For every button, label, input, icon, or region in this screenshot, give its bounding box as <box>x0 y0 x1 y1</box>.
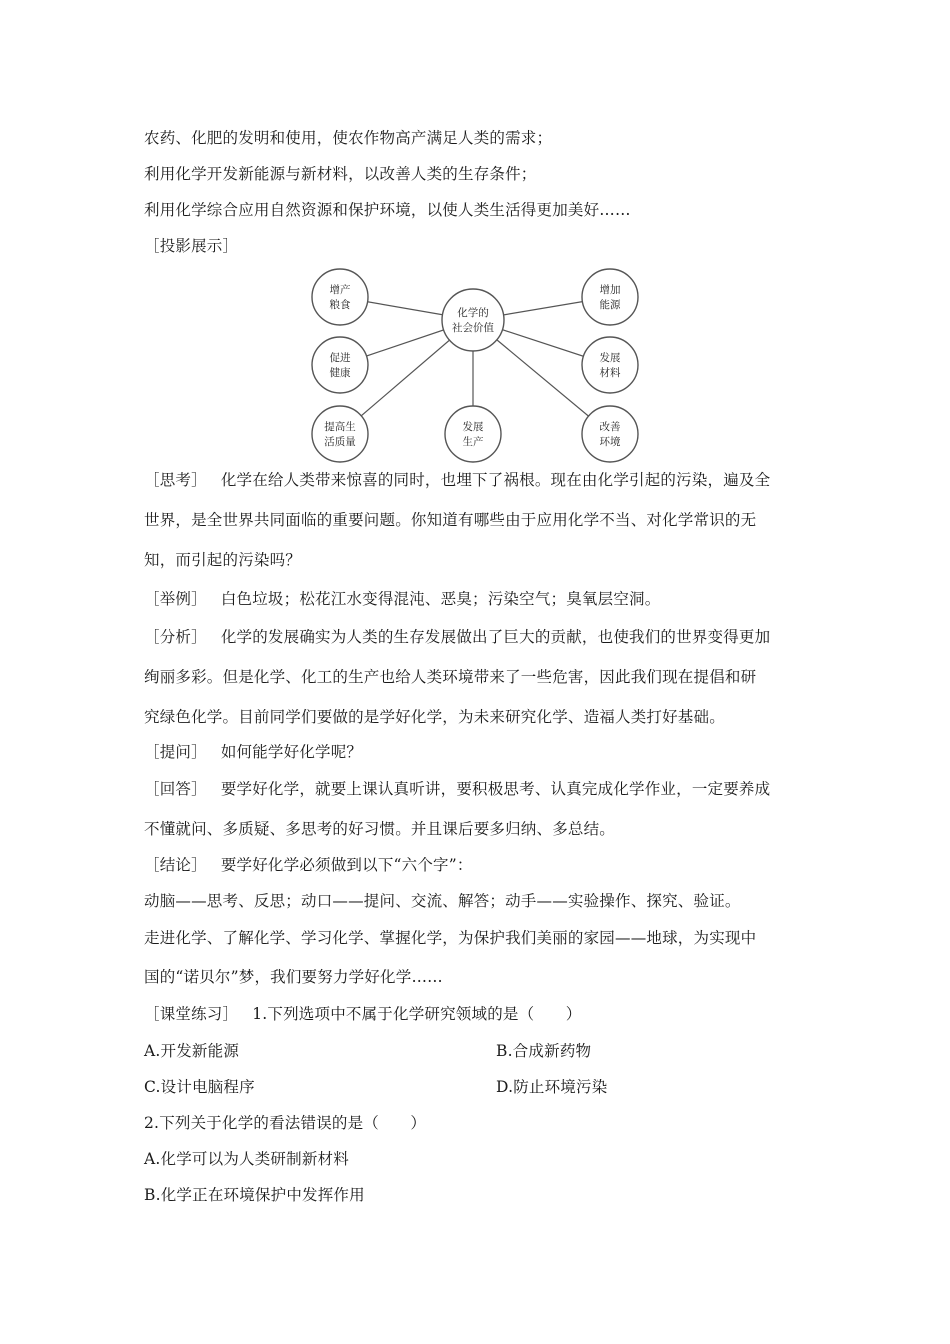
option-row <box>144 1041 808 1061</box>
answer-tag: ［回答］ <box>144 780 207 798</box>
analysis-text: 化学的发展确实为人类的生存发展做出了巨大的贡献，也使我们的世界变得更加 <box>220 628 771 646</box>
node-label: 能源 <box>599 299 621 311</box>
center-label: 化学的 <box>457 307 489 319</box>
projection-tag: ［投影展示］ <box>144 237 239 255</box>
question-text: 如何能学好化学呢？ <box>220 743 363 761</box>
think-tag: ［思考］ <box>144 471 207 489</box>
node-circle <box>312 269 368 325</box>
answer-text: 不懂就问、多质疑、多思考的好习惯。并且课后要多归纳、多总结。 <box>144 820 616 838</box>
intro-line: 利用化学开发新能源与新材料，以改善人类的生存条件； <box>144 165 537 183</box>
diagram-svg <box>300 262 650 468</box>
answer-text: 要学好化学，就要上课认真听讲，要积极思考、认真完成化学作业，一定要养成 <box>220 780 771 798</box>
think-text: 化学在给人类带来惊喜的同时，也埋下了祸根。现在由化学引起的污染，遍及全 <box>220 471 771 489</box>
exercise-question-2: 2.下列关于化学的看法错误的是（ ） <box>144 1114 427 1132</box>
option-a: A.化学可以为人类研制新材料 <box>144 1150 349 1168</box>
node-label: 发展 <box>462 421 484 433</box>
question-paragraph <box>144 742 808 762</box>
node-label: 环境 <box>599 436 621 448</box>
node-label: 粮食 <box>329 299 351 311</box>
node-label: 材料 <box>599 367 621 379</box>
option-b: B.化学正在环境保护中发挥作用 <box>144 1186 365 1204</box>
exercise-question-1 <box>144 1004 808 1024</box>
intro-line: 利用化学综合应用自然资源和保护环境，以使人类生活得更加美好…… <box>144 201 631 219</box>
node-circle <box>582 269 638 325</box>
option-row <box>144 1077 808 1097</box>
analysis-text: 究绿色化学。目前同学们要做的是学好化学，为未来研究化学、造福人类打好基础。 <box>144 708 725 726</box>
intro-line: 农药、化肥的发明和使用，使农作物高产满足人类的需求； <box>144 129 553 147</box>
node-label: 增产 <box>329 284 351 296</box>
node-label: 活质量 <box>324 436 356 448</box>
conclusion-detail: 动脑——思考、反思；动口——提问、交流、解答；动手——实验操作、探究、验证。 <box>144 892 741 910</box>
conclusion-tag: ［结论］ <box>144 856 207 874</box>
exercise-q1-text: 1.下列选项中不属于化学研究领域的是（ ） <box>252 1005 582 1023</box>
node-circle <box>445 406 501 462</box>
option-a: A.开发新能源 <box>144 1042 240 1060</box>
analysis-tag: ［分析］ <box>144 628 207 646</box>
think-paragraph-line <box>144 470 808 490</box>
node-label: 增加 <box>599 284 621 296</box>
node-circle <box>312 337 368 393</box>
node-circle <box>312 406 368 462</box>
node-label: 健康 <box>329 367 351 379</box>
example-tag: ［举例］ <box>144 590 207 608</box>
center-node <box>442 289 504 351</box>
analysis-paragraph-line <box>144 627 808 647</box>
exercise-tag: ［课堂练习］ <box>144 1005 239 1023</box>
node-label: 改善 <box>599 421 621 433</box>
node-label: 提高生 <box>324 421 356 433</box>
analysis-text: 绚丽多彩。但是化学、化工的生产也给人类环境带来了一些危害，因此我们现在提倡和研 <box>144 668 757 686</box>
conclusion-closing: 走进化学、了解化学、学习化学、掌握化学，为保护我们美丽的家园——地球，为实现中 <box>144 929 757 947</box>
option-b: B.合成新药物 <box>496 1042 592 1060</box>
conclusion-text: 要学好化学必须做到以下“六个字”： <box>220 856 473 874</box>
node-label: 发展 <box>599 352 621 364</box>
example-paragraph <box>144 589 808 609</box>
example-text: 白色垃圾；松花江水变得混沌、恶臭；污染空气；臭氧层空洞。 <box>220 590 661 608</box>
option-d: D.防止环境污染 <box>496 1078 608 1096</box>
think-text: 世界，是全世界共同面临的重要问题。你知道有哪些由于应用化学不当、对化学常识的无 <box>144 511 757 529</box>
node-circle <box>582 337 638 393</box>
option-c: C.设计电脑程序 <box>144 1078 255 1096</box>
node-label: 促进 <box>329 352 351 364</box>
conclusion-closing: 国的“诺贝尔”梦，我们要努力学好化学…… <box>144 968 443 986</box>
question-tag: ［提问］ <box>144 743 207 761</box>
think-text: 知，而引起的污染吗？ <box>144 551 302 569</box>
conclusion-paragraph <box>144 855 808 875</box>
center-label: 社会价值 <box>452 322 494 334</box>
node-circle <box>582 406 638 462</box>
social-value-diagram <box>300 262 650 468</box>
node-label: 生产 <box>462 436 484 448</box>
answer-paragraph-line <box>144 779 808 799</box>
